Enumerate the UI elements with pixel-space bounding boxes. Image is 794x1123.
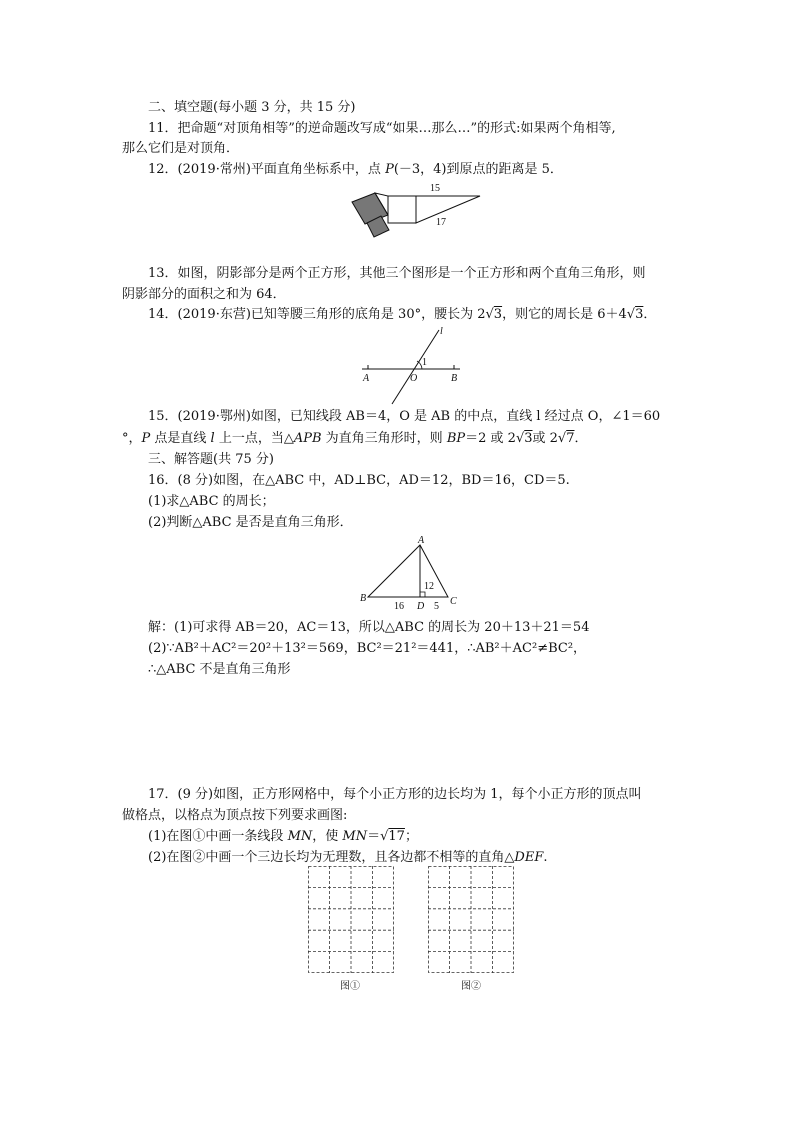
label-d: D [417,601,425,612]
q15-line-l: l [210,431,215,446]
q16-sub1: (1)求△ABC 的周长； [148,494,275,509]
q15-line1: 15．(2019·鄂州)如图，已知线段 AB＝4，O 是 AB 的中点，直线 l 经过点 O，∠1＝60 [148,409,661,424]
q12-t1: 平面直角坐标系中，点 [250,162,386,177]
q12-num: 12． [148,162,178,177]
q12-text [148,161,563,179]
q16-solution-3: ∴△ABC 不是直角三角形 [148,662,291,677]
label-b: B [360,593,367,604]
q15-bp: BP [446,431,466,446]
q17-sub1-a: (1)在图①中画一条线段 [148,829,288,844]
q15-radicand-1: 3 [524,431,533,446]
q15-t-b: 点是直线 [150,431,211,446]
label-a: A [418,535,425,546]
section2-title: 二、填空题(每小题 3 分，共 15 分) [148,100,356,115]
q15-point-p: P [141,431,151,446]
q14-num: 14． [148,307,178,322]
q15-t-c: 上一点，当△ [214,431,294,446]
q17-mn: MN [287,829,313,844]
q12-point: P [385,162,394,177]
grid-figure-2 [428,866,516,974]
q15-t-f: 或 2 [532,431,558,446]
q14-t1: 已知等腰三角形的底角是 30°，腰长为 2 [250,307,486,322]
q16-line1: 16．(8 分)如图，在△ABC 中，AD⊥BC，AD＝12，BD＝16，CD＝5. [148,473,570,488]
q11-line1: 11．把命题“对顶角相等”的逆命题改写成“如果…那么…”的形式:如果两个角相等, [148,121,616,136]
q16-sub2: (2)判断△ABC 是否是直角三角形． [148,515,353,530]
squares-triangles-figure [348,181,488,241]
q17-sub1-b: ，使 [312,829,343,844]
q17-sub1-d: ； [404,829,418,844]
q14-t3: ． [643,307,657,322]
q15-line2 [122,430,588,448]
right-angle-mark [420,592,425,597]
right-triangle [416,196,480,223]
q16-solution-1: 解：(1)可求得 AB＝20，AC＝13，所以△ABC 的周长为 20＋13＋21＝54 [148,620,590,635]
q17-def: DEF [514,850,544,865]
q12-source: (2019·常州) [177,162,251,177]
sqrt-sign: √ [557,431,567,446]
label-b: B [451,373,458,384]
q15-t-a: °， [122,431,142,446]
caption-figure-2: 图② [461,981,481,992]
triangle-abc-figure [358,537,468,613]
q14-radicand-1: 3 [493,307,503,322]
q15-radicand-2: 7 [566,431,575,446]
middle-square [388,196,416,223]
label-c: C [450,596,457,607]
q14-text [148,306,656,324]
q13-line1: 13．如图，阴影部分是两个正方形，其他三个图形是一个正方形和两个直角三角形，则 [148,266,646,281]
q17-sub1-c: ＝ [367,829,381,844]
grid-figure-1 [308,866,396,974]
q13-line2: 阴影部分的面积之和为 64． [122,287,286,302]
q17-sub2 [148,849,548,867]
q17-line2: 做格点，以格点为顶点按下列要求画图: [122,808,348,823]
q15-t-e: ＝2 或 2 [465,431,516,446]
q17-mn2: MN [342,829,368,844]
q15-t-d: 为直角三角形时，则 [321,431,447,446]
label-a: A [363,373,370,384]
q14-source: (2019·东营) [177,307,251,322]
caption-figure-1: 图① [340,981,360,992]
label-12: 12 [424,581,434,592]
q14-t2: ，则它的周长是 6＋4 [502,307,627,322]
q14-radicand-2: 3 [635,307,644,322]
q11-line2: 那么它们是对顶角． [122,141,240,156]
q15-apb: APB [293,431,322,446]
sqrt-sign: √ [626,307,636,322]
label-o: O [410,373,418,384]
q17-radicand: 17 [388,829,405,844]
line-l [392,330,439,404]
q17-sub1 [148,828,418,846]
label-5: 5 [434,601,439,612]
q15-t-g: ． [574,431,588,446]
q12-t2: (－3，4)到原点的距离是 5． [393,162,563,177]
label-l: l [440,326,443,337]
q17-sub2-b: . [543,850,548,865]
section3-title: 三、解答题(共 75 分) [148,452,274,467]
sqrt-sign: √ [380,829,389,844]
q16-solution-2: (2)∵AB²＋AC²＝20²＋13²＝569，BC²＝21²＝441，∴AB²＋AC²≠BC²， [148,641,587,656]
label-1: 1 [422,357,427,368]
label-16: 16 [394,601,404,612]
q17-sub2-a: (2)在图②中画一个三边长均为无理数，且各边都不相等的直角△ [148,850,515,865]
q17-line1: 17．(9 分)如图，正方形网格中，每个小正方形的边长均为 1，每个小正方形的顶点叫 [148,787,642,802]
label-15: 15 [430,183,440,194]
triangle-abc [368,545,448,597]
label-17: 17 [436,217,446,228]
sqrt-sign: √ [515,431,525,446]
sqrt-sign: √ [485,307,494,322]
line-l-figure [360,324,470,404]
